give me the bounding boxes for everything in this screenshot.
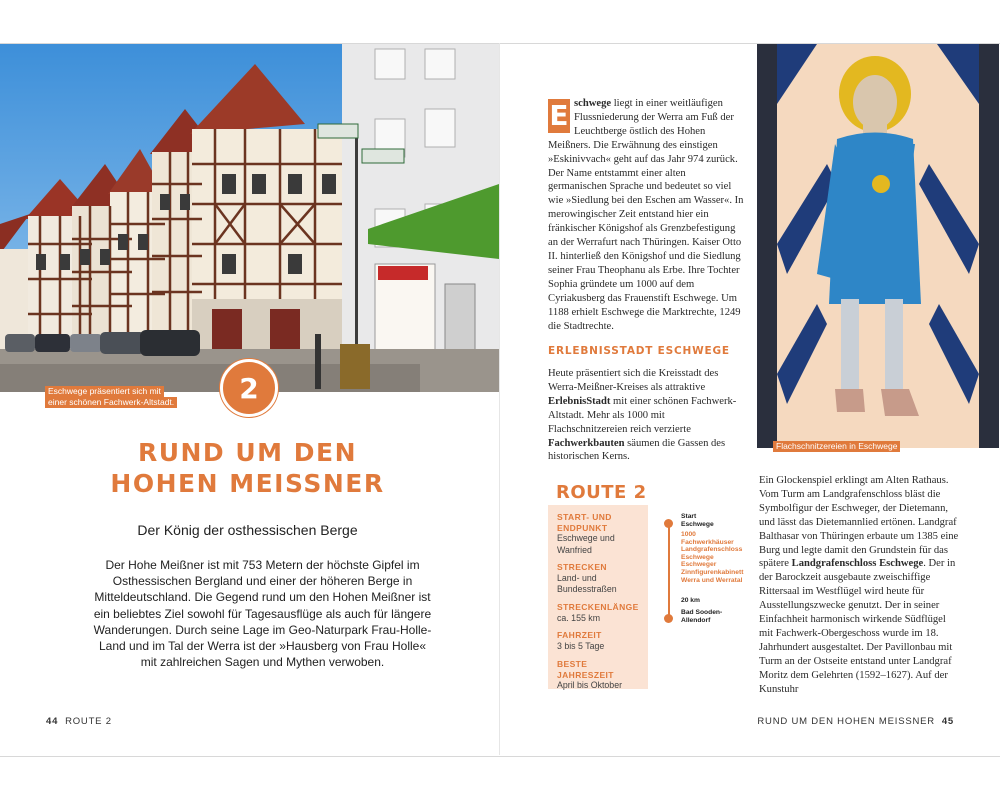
bold-term: ErlebnisStadt: [548, 395, 611, 407]
section-heading: ERLEBNISSTADT ESCHWEGE: [548, 345, 730, 357]
route-end-dot: [664, 614, 673, 623]
chapter-title: [60, 437, 435, 499]
carved-figure-photo: [757, 44, 999, 448]
chapter-subtitle: Der König der osthessischen Berge: [137, 522, 358, 538]
route-info-value: April bis Oktober: [557, 680, 623, 690]
route-number-badge: 2: [220, 359, 278, 417]
photo-caption-right: Flachschnitzereien in Eschwege: [773, 441, 900, 452]
paragraph-2-text: mit einer schönen Fachwerk-Altstadt. Mehr als 1000 mit Flachschnitzereien reich verzierte: [548, 395, 737, 435]
body-column-3: [759, 474, 959, 697]
drop-cap: E: [549, 99, 569, 132]
body-column-1: [548, 97, 744, 333]
route-stop-start: Eschwege: [681, 521, 714, 528]
route-stop-highlights: 1000 Fachwerkhäuser Landgrafenschloss Eschwege Eschweger Zinnfigurenkabinett Werra und Werratal: [681, 531, 744, 584]
route-timeline: [668, 522, 670, 618]
route-info-label: START- UND ENDPUNKT: [557, 512, 612, 533]
route-info-value: 3 bis 5 Tage: [557, 640, 605, 651]
route-info-value: Eschwege und Wanfried: [557, 533, 615, 555]
chapter-title-line2: HOHEN MEISSNER: [110, 469, 385, 498]
bold-term: Landgrafenschloss Eschwege: [791, 558, 924, 570]
footer-right: [757, 716, 954, 727]
paragraph-1: liegt in einer weitläufigen Flussniederung der Werra am Fuß der Leuchtberge östlich des Hohen Meißners. Die Erwähnung des einstigen »Eskinivvach« geht auf das Jahr 974 zurück. Der Name entstammt einer alten germanischen Sprache und bedeutet so viel wie »Siedlung bei den Eschen am Wasser«. In merowingischer Zeit entstand hier ein fränkischer Königshof als Grenzbefestigung an der Werrafurt nach Thüringen. Kaiser Otto II. hinterließ den Königshof und die Siedlung seiner Frau Theophanu als Erbe. Ihre Tochter Sophia gründete um 1000 auf dem Cyriakusberg das Frauenstift Eschwege. Um 1188 erhielt Eschwege die Marktrechte, 1249 die Stadtrechte.: [548, 98, 744, 332]
route-info-label: FAHRZEIT: [557, 630, 602, 640]
route-info-label: STRECKENLÄNGE: [557, 602, 639, 612]
route-info-start: [557, 512, 637, 556]
paragraph-2-text: säumen die Gassen des historischen Kerns.: [548, 437, 726, 463]
page-gutter: [499, 43, 500, 755]
route-info-season: [557, 659, 645, 692]
route-box-title: ROUTE 2: [556, 482, 647, 503]
running-footer-left: ROUTE 2: [65, 716, 112, 727]
route-info-length: [557, 602, 645, 624]
lead-word: schwege: [574, 98, 612, 109]
route-stop-end: Bad Sooden-Allendorf: [681, 609, 723, 624]
paragraph-2-text: Heute präsentiert sich die Kreisstadt des Werra-Meißner-Kreises als attraktive: [548, 368, 719, 393]
route-info-label: STRECKEN: [557, 562, 607, 572]
footer-left: [46, 716, 112, 727]
route-stop-start-label: Start: [681, 513, 697, 520]
page-number-left: 44: [46, 716, 59, 727]
paragraph-3-text: Ein Glockenspiel erklingt am Alten Rathaus. Vom Turm am Landgrafenschloss bläst die Symbolfigur der Eschweger, der Dietemann, und lässt das Dietemannlied ertönen. Landgraf Balthasar von Thüringen erbaute um 1385 eine Burg und legte damit den Grundstein für das spätere: [759, 475, 959, 570]
running-footer-right: RUND UM DEN HOHEN MEISSNER: [757, 716, 935, 727]
route-start-dot: [664, 519, 673, 528]
body-column-2: [548, 367, 744, 464]
photo-caption-left: Eschwege präsentiert sich mit: [45, 386, 164, 397]
route-stop-distance: 20 km: [681, 597, 700, 604]
route-info-roads: [557, 562, 637, 596]
route-info-value: ca. 155 km: [557, 612, 601, 623]
chapter-intro: Der Hohe Meißner ist mit 753 Metern der höchste Gipfel im Osthessischen Bergland und einer der höheren Berge in Mitteldeutschland. Die Gegend rund um den Hohen Meißner ist ein beliebtes Ziel sowohl für Tagesausflüge als auch für längere Wanderungen. Durch seine Lage im Geo-Naturpark Frau-Holle-Land und im Tal der Werra ist der »Hausberg von Frau Holle« mit zahlreichen Sagen und Mythen verwoben.: [93, 558, 432, 670]
route-info-duration: [557, 630, 637, 652]
page-number-right: 45: [941, 716, 954, 727]
route-info-value: Land- und Bundesstraßen: [557, 572, 617, 594]
route-info-label: BESTE JAHRESZEIT: [557, 659, 614, 680]
paragraph-3-text: . Der in der Barockzeit ausgebaute zweischiffige Rittersaal im Westflügel wird heute für Ausstellungszwecke genutzt. Der in seiner Einfachheit harmonisch wirkende Südflügel mit Fachwerk-Obergeschoss wurde im 18. Jahrhundert ausgestaltet. Der Pavillonbau mit Turm an der Ostseite entstand unter Landgraf Moritz dem Gelehrten (1592–1627). Auf der Kunstuhr: [759, 558, 956, 695]
bold-term: Fachwerkbauten: [548, 437, 625, 449]
chapter-title-line1: RUND UM DEN: [137, 438, 358, 467]
eschwege-street-photo: [0, 44, 499, 392]
photo-caption-left-line2: einer schönen Fachwerk-Altstadt.: [45, 397, 177, 408]
